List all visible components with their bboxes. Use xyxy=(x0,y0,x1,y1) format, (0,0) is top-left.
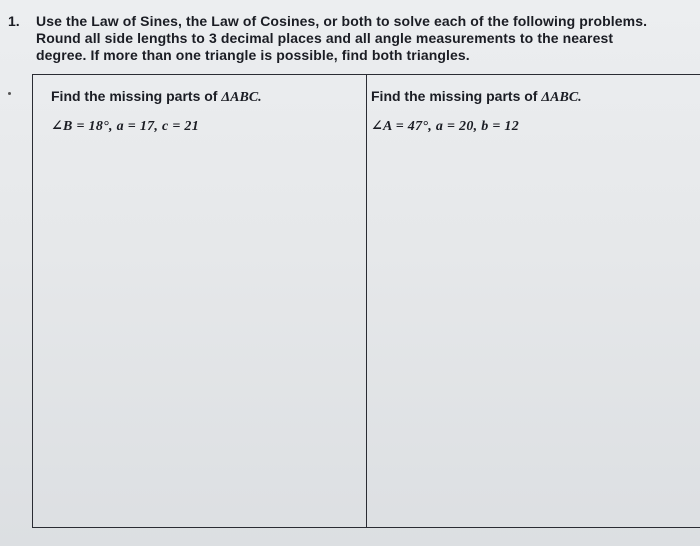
margin-dot xyxy=(8,92,11,95)
triangle-label: ΔABC. xyxy=(221,90,262,105)
problem-cell-right xyxy=(367,75,700,527)
instruction-line: Round all side lengths to 3 decimal places and all angle measurements to the nearest xyxy=(36,30,614,46)
instruction-line: degree. If more than one triangle is possible, find both triangles. xyxy=(36,47,470,63)
problem-number: 1. xyxy=(8,13,20,29)
instruction-line: Use the Law of Sines, the Law of Cosines, or both to solve each of the following problems. xyxy=(36,13,648,29)
problem-instructions xyxy=(36,13,692,64)
cell-title xyxy=(371,88,582,106)
problem-table xyxy=(32,74,700,528)
problem-cell-left xyxy=(33,75,367,527)
triangle-label: ΔABC. xyxy=(541,90,582,105)
cell-title-text: Find the missing parts of xyxy=(51,88,222,104)
given-values: ∠A = 47°, a = 20, b = 12 xyxy=(371,119,520,134)
given-values: ∠B = 18°, a = 17, c = 21 xyxy=(51,119,200,134)
cell-title-text: Find the missing parts of xyxy=(371,88,542,104)
cell-title xyxy=(51,88,262,106)
